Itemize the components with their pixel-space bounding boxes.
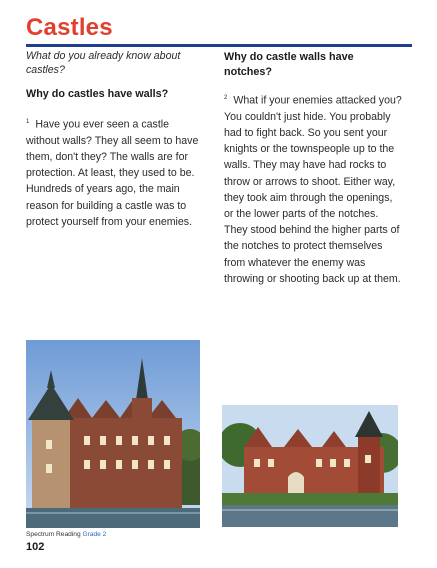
paragraph-1-text: Have you ever seen a castle without walls? They all seem to have them, don't they? The walls are for protection. At least, they used to be. Hundreds of years ago, the main reason for building a castle was to protect yourself from your enemies. bbox=[26, 118, 199, 228]
castle-photo-1 bbox=[26, 340, 200, 528]
section-heading-notches: Why do castle walls have notches? bbox=[224, 51, 354, 78]
page-title: Castles bbox=[26, 14, 113, 41]
paragraph-1 bbox=[26, 114, 204, 230]
left-column bbox=[26, 50, 204, 230]
paragraph-number: 1 bbox=[26, 119, 30, 125]
castle-photo-2 bbox=[222, 405, 398, 527]
paragraph-2 bbox=[224, 90, 404, 287]
series-name: Spectrum Reading bbox=[26, 531, 81, 538]
paragraph-2-text: What if your enemies attacked you? You couldn't just hide. You probably had to fight back. So you sent your knights or the townspeople up to the walls. They may have had rocks to throw or arrows to shoot. Either way, they took aim through the openings, or the lower parts of the notches. They stood behind the higher parts of the notches to protect themselves from whatever the enemy was throwing or shooting back up at them. bbox=[224, 94, 402, 285]
page-number: 102 bbox=[26, 541, 45, 553]
grade-label: Grade 2 bbox=[82, 531, 107, 538]
right-column bbox=[224, 50, 404, 287]
section-heading-walls: Why do castles have walls? bbox=[26, 88, 169, 100]
paragraph-number: 2 bbox=[224, 95, 228, 101]
pre-reading-prompt: What do you already know about castles? bbox=[26, 50, 181, 76]
title-underline bbox=[26, 44, 412, 47]
footer-credit bbox=[26, 531, 106, 538]
